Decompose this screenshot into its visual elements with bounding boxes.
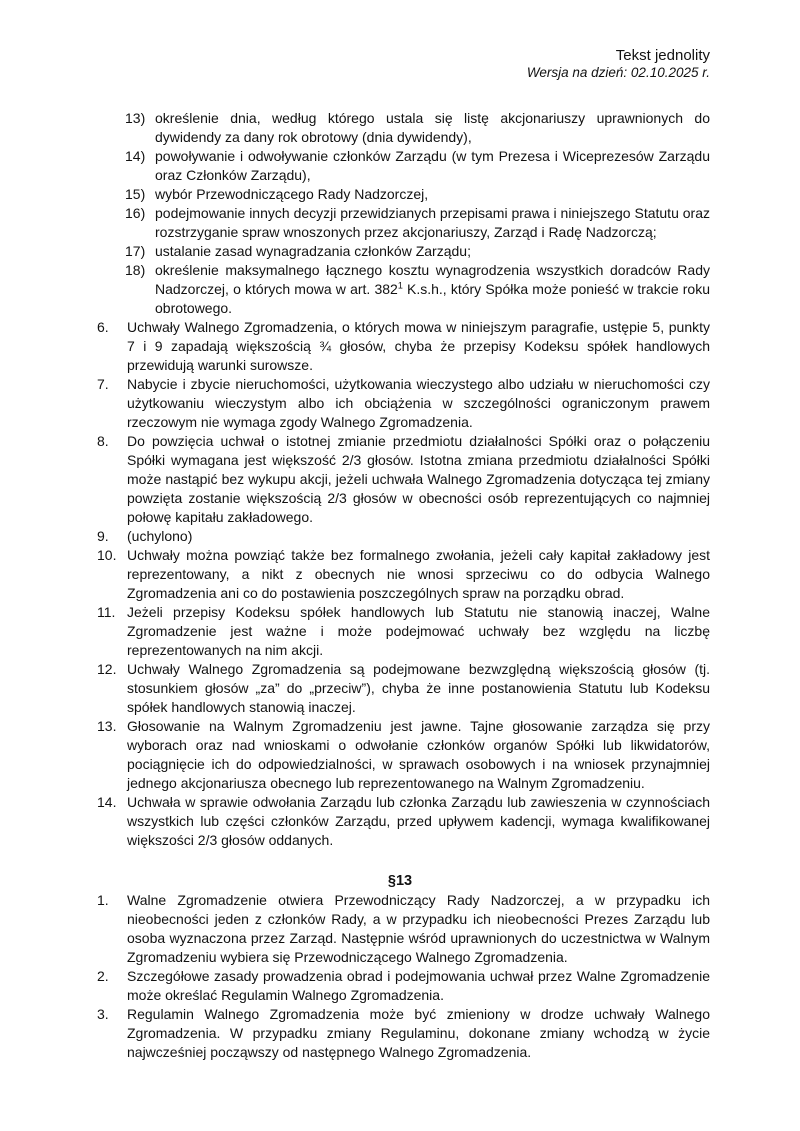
- list-item: [90, 185, 710, 204]
- list-item-text: Regulamin Walnego Zgromadzenia może być zmieniony w drodze uchwały Walnego Zgromadzenia. W przypadku zmiany Regulaminu, dokonane zmiany wchodzą w życie najwcześniej począwszy od następnego Walnego Zgromadzenia.: [127, 1006, 710, 1060]
- list-item-text: Do powzięcia uchwał o istotnej zmianie przedmiotu działalności Spółki oraz o połączeniu Spółki wymagana jest większość 2/3 głosów. Istotna zmiana przedmiotu działalności Spółki może nastąpić bez wykupu akcji, jeżeli uchwała Walnego Zgromadzenia dotycząca tej zmiany powzięta zostanie większością 2/3 głosów w obecności osób reprezentujących co najmniej połowę kapitału zakładowego.: [127, 433, 710, 525]
- list-item: [90, 660, 710, 717]
- list-item: [90, 967, 710, 1005]
- section-13-list: [90, 891, 710, 1062]
- list-item-text: podejmowanie innych decyzji przewidzianych przepisami prawa i niniejszego Statutu oraz rozstrzyganie spraw wnoszonych przez akcjonariuszy, Zarząd i Radę Nadzorczą;: [155, 205, 710, 240]
- statute-main-list: [90, 318, 710, 850]
- list-item: [90, 432, 710, 527]
- list-item-number: 15): [125, 186, 146, 202]
- list-item-text: Głosowanie na Walnym Zgromadzeniu jest jawne. Tajne głosowanie zarządza się przy wyborach oraz nad wnioskami o odwołanie członków organów Spółki lub likwidatorów, pociągnięcie ich do odpowiedzialności, w sprawach osobowych i na wniosek przynajmniej jednego akcjonariusza obecnego lub reprezentowanego na Walnym Zgromadzeniu.: [127, 718, 710, 791]
- list-item-text: Walne Zgromadzenie otwiera Przewodniczący Rady Nadzorczej, a w przypadku ich nieobecności jeden z członków Rady, a w przypadku ich nieobecności Prezes Zarządu lub osoba wyznaczona przez Zarząd. Następnie wśród uprawnionych do uczestnictwa w Walnym Zgromadzeniu wybiera się Przewodniczącego Walnego Zgromadzenia.: [127, 892, 710, 965]
- list-item-number: 7.: [97, 376, 109, 392]
- list-item-text: powoływanie i odwoływanie członków Zarządu (w tym Prezesa i Wiceprezesów Zarządu oraz Członków Zarządu),: [155, 148, 710, 183]
- list-item-number: 10.: [97, 547, 117, 563]
- list-item-text: Nabycie i zbycie nieruchomości, użytkowania wieczystego albo udziału w nieruchomości czy użytkowaniu wieczystym albo ich obciążenia w szczególności ograniczonym prawem rzeczowym nie wymaga zgody Walnego Zgromadzenia.: [127, 376, 710, 430]
- document-header: [90, 46, 710, 81]
- list-item-number: 11.: [97, 604, 116, 620]
- list-item: [90, 717, 710, 793]
- superscript-footnote-ref: 1: [397, 280, 403, 291]
- list-item-number: 13): [125, 110, 146, 126]
- list-item-text: Uchwały Walnego Zgromadzenia, o których mowa w niniejszym paragrafie, ustępie 5, punkty 7 i 9 zapadają większością ¾ głosów, chyba że przepisy Kodeksu spółek handlowych przewidują warunki surowsze.: [127, 319, 710, 373]
- statute-sub-list: [90, 109, 710, 318]
- list-item-text: Szczegółowe zasady prowadzenia obrad i podejmowania uchwał przez Walne Zgromadzenie może określać Regulamin Walnego Zgromadzenia.: [127, 968, 710, 1003]
- list-item: [90, 204, 710, 242]
- list-item: [90, 109, 710, 147]
- list-item-number: 12.: [97, 661, 117, 677]
- list-item-text: wybór Przewodniczącego Rady Nadzorczej,: [155, 186, 429, 202]
- list-item-number: 8.: [97, 433, 109, 449]
- list-item-text: Uchwały można powziąć także bez formalnego zwołania, jeżeli cały kapitał zakładowy jest reprezentowany, a nikt z obecnych nie wnosi sprzeciwu co do odbycia Walnego Zgromadzenia ani co do postawienia poszczególnych spraw na porządku obrad.: [127, 547, 710, 601]
- list-item-number: 9.: [97, 528, 109, 544]
- list-item: [90, 527, 710, 546]
- list-item: [90, 242, 710, 261]
- text-before-superscript: określenie maksymalnego łącznego kosztu wynagrodzenia wszystkich doradców Rady Nadzorczej, o których mowa w art. 382: [155, 262, 710, 297]
- list-item-number: 13.: [97, 718, 117, 734]
- header-title: Tekst jednolity: [615, 47, 710, 64]
- list-item-number: 1.: [97, 892, 109, 908]
- list-item: [90, 375, 710, 432]
- list-item: [90, 318, 710, 375]
- list-item-text: (uchylono): [127, 528, 193, 544]
- list-item-number: 2.: [97, 968, 109, 984]
- section-heading: §13: [387, 873, 413, 889]
- list-item: [90, 891, 710, 967]
- list-item: [90, 147, 710, 185]
- list-item-number: 6.: [97, 319, 109, 335]
- list-item-text: [155, 261, 710, 318]
- list-item-number: 17): [125, 243, 146, 259]
- list-item-text: Uchwały Walnego Zgromadzenia są podejmowane bezwzględną większością głosów (tj. stosunkiem głosów „za” do „przeciw”), chyba że inne postanowienia Statutu lub Kodeksu spółek handlowych stanowią inaczej.: [127, 661, 710, 715]
- text-after-superscript: K.s.h., który Spółka może ponieść w trakcie roku obrotowego.: [155, 281, 710, 316]
- list-item-text: określenie dnia, według którego ustala się listę akcjonariuszy uprawnionych do dywidendy za dany rok obrotowy (dnia dywidendy),: [155, 110, 710, 145]
- list-item: [90, 793, 710, 850]
- list-item-text: Jeżeli przepisy Kodeksu spółek handlowych lub Statutu nie stanowią inaczej, Walne Zgromadzenie jest ważne i może podejmować uchwały bez względu na liczbę reprezentowanych na nim akcji.: [127, 604, 710, 658]
- list-item-number: 3.: [97, 1006, 109, 1022]
- list-item-number: 16): [125, 205, 146, 221]
- list-item-number: 14): [125, 148, 146, 164]
- list-item-number: 18): [125, 262, 146, 278]
- list-item-text: ustalanie zasad wynagradzania członków Zarządu;: [155, 243, 471, 259]
- header-version-date: Wersja na dzień: 02.10.2025 r.: [526, 65, 710, 80]
- list-item-text: Uchwała w sprawie odwołania Zarządu lub członka Zarządu lub zawieszenia w czynnościach wszystkich lub części członków Zarządu, przed upływem kadencji, wymaga kwalifikowanej większości 2/3 głosów oddanych.: [127, 794, 710, 848]
- list-item: [90, 1005, 710, 1062]
- list-item-number: 14.: [97, 794, 117, 810]
- list-item: [90, 603, 710, 660]
- list-item: [90, 261, 710, 318]
- list-item: [90, 546, 710, 603]
